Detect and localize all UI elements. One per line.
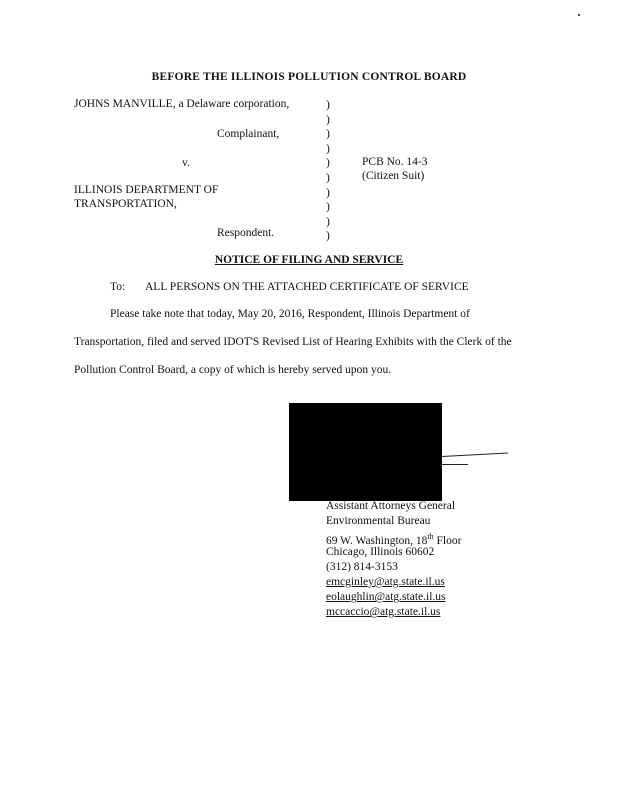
paren: ) [326,142,330,155]
versus: v. [182,157,190,169]
signature-underline [442,464,468,465]
signature-stroke [442,453,508,457]
scan-speck [578,14,580,16]
address-prefix: 69 W. Washington, 18 [326,535,428,548]
defendant-role: Respondent. [217,227,275,239]
address-sup: th [427,532,434,542]
signature-address [326,529,462,548]
email-link[interactable]: eolaughlin@atg.state.il.us [326,591,446,604]
redaction-box [289,403,442,501]
paren: ) [326,230,330,243]
to-recipients: ALL PERSONS ON THE ATTACHED CERTIFICATE OF SERVICE [145,281,469,293]
address-suffix: Floor [433,535,462,548]
paren: ) [326,99,330,111]
email-link[interactable]: emcginley@atg.state.il.us [326,575,445,588]
email-link[interactable]: mccaccio@atg.state.il.us [326,606,441,619]
plaintiff-role: Complainant, [217,128,280,140]
body-line-3: Pollution Control Board, a copy of which is hereby served upon you. [74,364,392,376]
case-number: PCB No. 14-3 [362,156,428,168]
board-title: BEFORE THE ILLINOIS POLLUTION CONTROL BOARD [151,71,467,83]
paren: ) [326,157,330,170]
signature-title: Assistant Attorneys General [326,500,456,512]
paren: ) [326,201,330,214]
signature-block [326,499,461,621]
caption-parentheses [326,98,330,244]
signature-phone: (312) 814-3153 [326,560,398,573]
signature-bureau: Environmental Bureau [326,515,431,528]
case-type: (Citizen Suit) [362,170,425,182]
paren: ) [326,186,330,199]
to-label: To: [110,281,126,293]
body-line-1: Please take note that today, May 20, 2016, Respondent, Illinois Department of [110,308,470,320]
plaintiff-name: JOHNS MANVILLE, a Delaware corporation, [74,98,290,110]
paren: ) [326,171,330,184]
notice-title: NOTICE OF FILING AND SERVICE [214,254,404,266]
defendant-line-1: ILLINOIS DEPARTMENT OF [74,184,219,196]
defendant-line-2: TRANSPORTATION, [74,198,177,210]
paren: ) [326,215,330,228]
body-line-2: Transportation, filed and served IDOT'S Revised List of Hearing Exhibits with the Clerk of the [74,336,512,348]
signature-city: Chicago, Illinois 60602 [326,545,435,558]
paren: ) [326,128,330,141]
paren: ) [326,113,330,126]
